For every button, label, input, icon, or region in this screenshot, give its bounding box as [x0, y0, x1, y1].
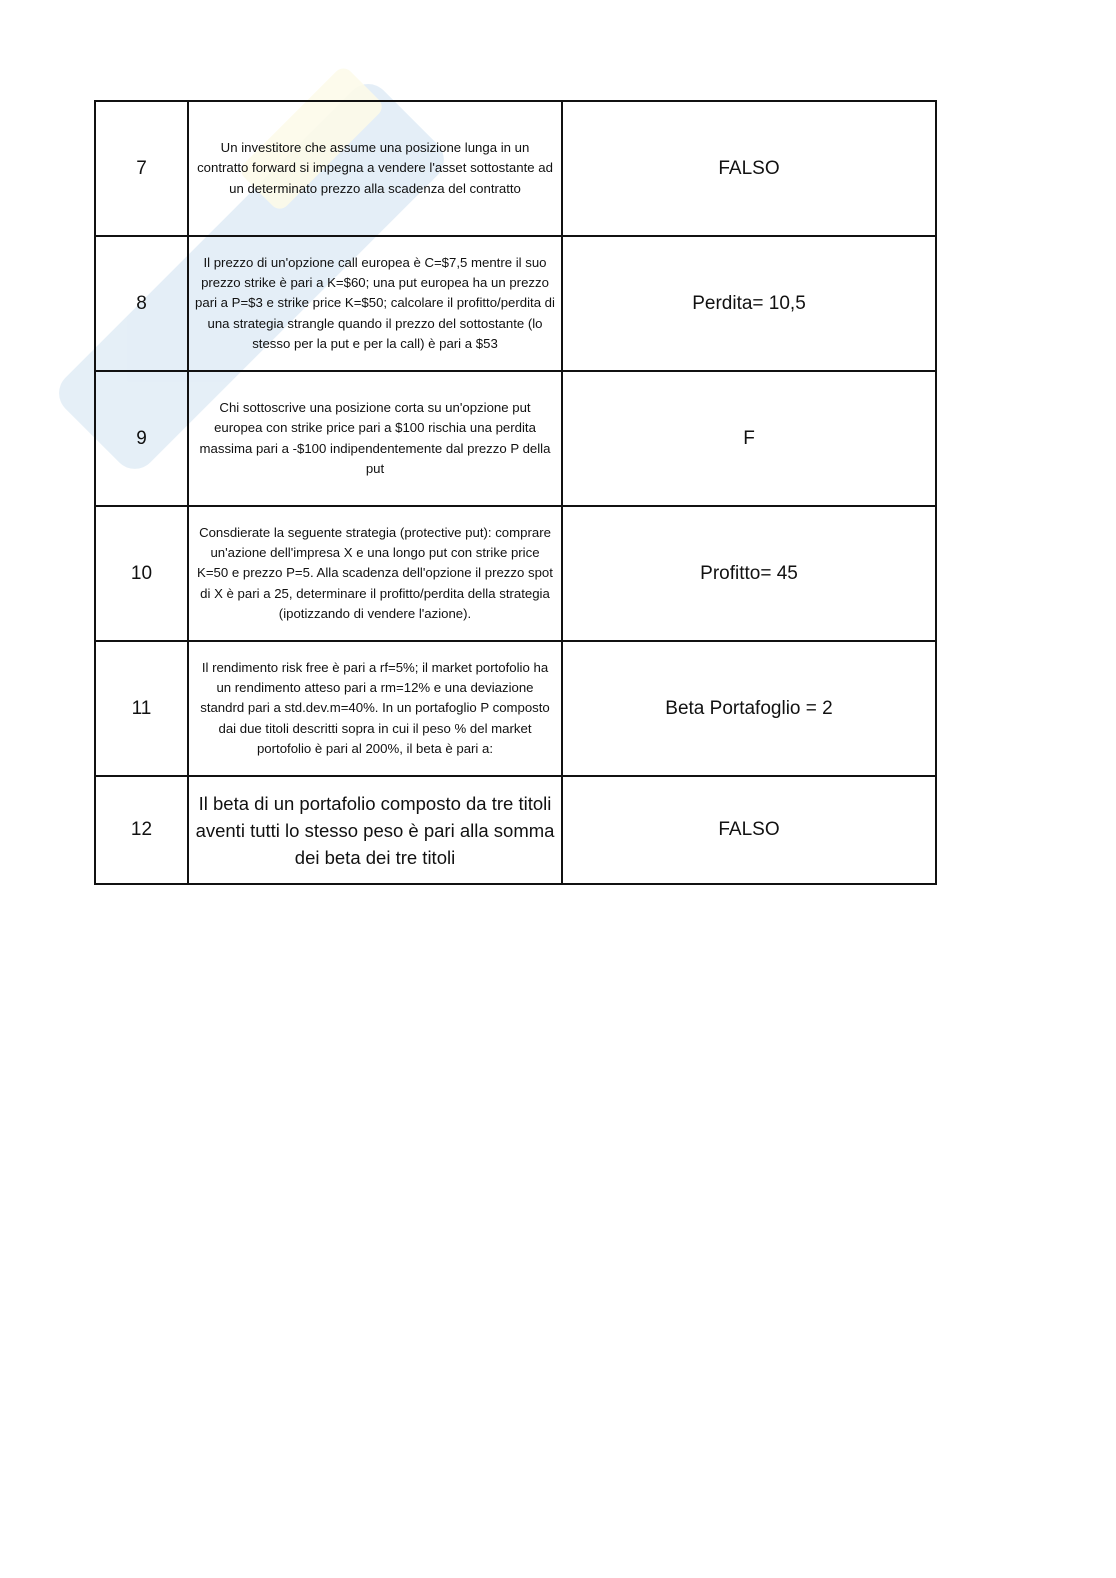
question-number: 8 [95, 236, 188, 371]
question-text: Il beta di un portafolio composto da tre titoli aventi tutti lo stesso peso è pari alla somma dei beta dei tre titoli [188, 776, 562, 884]
table-row [95, 236, 936, 371]
question-text: Un investitore che assume una posizione lunga in un contratto forward si impegna a vendere l'asset sottostante ad un determinato prezzo alla scadenza del contratto [188, 101, 562, 236]
question-number: 10 [95, 506, 188, 641]
table-row [95, 371, 936, 506]
table-row [95, 101, 936, 236]
question-number: 11 [95, 641, 188, 776]
answer-text: Perdita= 10,5 [562, 236, 936, 371]
questions-table [94, 100, 937, 885]
answer-text: FALSO [562, 101, 936, 236]
question-text: Chi sottoscrive una posizione corta su un'opzione put europea con strike price pari a $100 rischia una perdita massima pari a -$100 indipendentemente dal prezzo P della put [188, 371, 562, 506]
question-text: Il rendimento risk free è pari a rf=5%; il market portofolio ha un rendimento atteso pari a rm=12% e una deviazione standrd pari a std.dev.m=40%. In un portafoglio P composto dai due titoli descritti sopra in cui il peso % del market portofolio è pari al 200%, il beta è pari a: [188, 641, 562, 776]
question-number: 9 [95, 371, 188, 506]
question-text: Consdierate la seguente strategia (protective put): comprare un'azione dell'impresa X e una longo put con strike price K=50 e prezzo P=5. Alla scadenza dell'opzione il prezzo spot di X è pari a 25, determinare il profitto/perdita della strategia (ipotizzando di vendere l'azione). [188, 506, 562, 641]
answer-text: Beta Portafoglio = 2 [562, 641, 936, 776]
table-row [95, 641, 936, 776]
question-number: 7 [95, 101, 188, 236]
answer-text: FALSO [562, 776, 936, 884]
question-number: 12 [95, 776, 188, 884]
answer-text: Profitto= 45 [562, 506, 936, 641]
table-row [95, 506, 936, 641]
question-text: Il prezzo di un'opzione call europea è C=$7,5 mentre il suo prezzo strike è pari a K=$60; una put europea ha un prezzo pari a P=$3 e strike price K=$50; calcolare il profitto/perdita di una strategia strangle quando il prezzo del sottostante (lo stesso per la put e per la call) è pari a $53 [188, 236, 562, 371]
table-row [95, 776, 936, 884]
answer-text: F [562, 371, 936, 506]
